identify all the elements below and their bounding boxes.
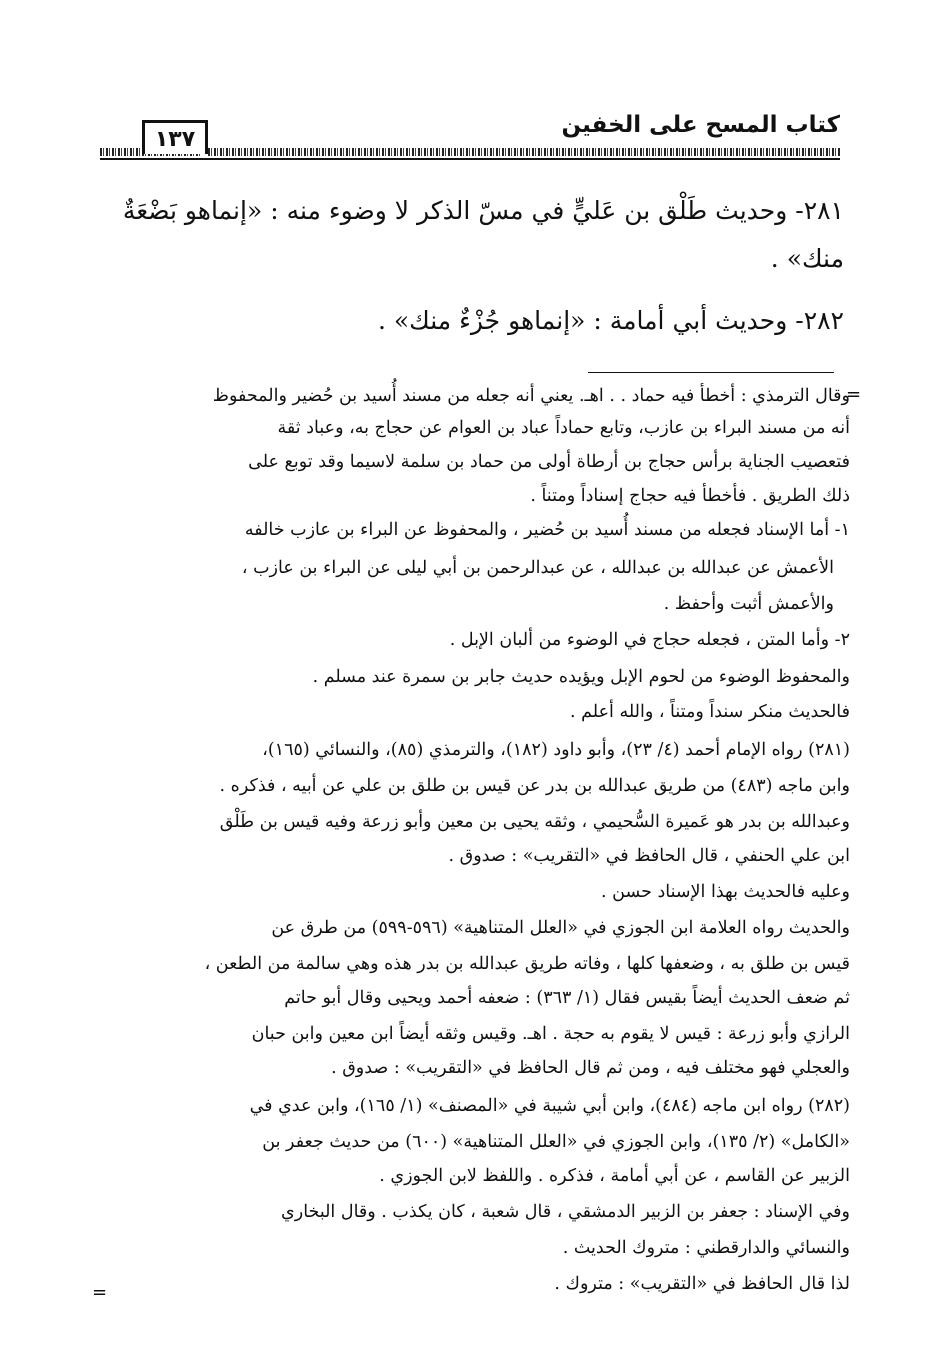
footnote-line: الأعمش عن عبدالله بن عبدالله ، عن عبدالرحمن بن أبي ليلى عن البراء بن عازب ، xyxy=(241,558,834,578)
hadith-281-line-1: ٢٨١- وحديث طَلْق بن عَليٍّ في مسّ الذكر لا وضوء منه : «إنماهو بَضْعَةٌ xyxy=(122,196,844,225)
footnote-line: فالحديث منكر سنداً ومتناً ، والله أعلم . xyxy=(570,702,850,722)
footnote-line: (٢٨٢) رواه ابن ماجه (٤٨٤)، وابن أبي شيبة في «المصنف» (١/ ١٦٥)، وابن عدي في xyxy=(249,1096,850,1116)
footnote-line: أنه من مسند البراء بن عازب، وتابع حماداً عباد بن العوام عن حجاج به، وعباد ثقة xyxy=(277,418,850,438)
footnote-line: قيس بن طلق به ، وضعفها كلها ، وفاته طريق عبدالله بن بدر هذه وهي سالمة من الطعن ، xyxy=(204,954,850,974)
footnote-line: ذلك الطريق . فأخطأ فيه حجاج إسناداً ومتناً . xyxy=(530,486,850,506)
footnote-line: والأعمش أثبت وأحفظ . xyxy=(663,594,834,614)
continuation-marker-bottom: = xyxy=(92,1282,108,1303)
footnote-line: فتعصيب الجناية برأس حجاج بن أرطاة أولى من حماد بن سلمة لاسيما وقد توبع على xyxy=(248,452,850,472)
footnote-line: الزبير عن القاسم ، عن أبي أمامة ، فذكره . واللفظ لابن الجوزي . xyxy=(379,1166,850,1186)
book-title: كتاب المسح على الخفين xyxy=(561,112,840,138)
header-ornament-right xyxy=(208,148,840,156)
footnote-line: الرازي وأبو زرعة : قيس لا يقوم به حجة . اهـ. وقيس وثقه أيضاً ابن معين وابن حبان xyxy=(251,1024,850,1044)
footnote-line: والنسائي والدارقطني : متروك الحديث . xyxy=(562,1238,850,1258)
footnote-separator xyxy=(588,372,834,373)
footnote-line: وفي الإسناد : جعفر بن الزبير الدمشقي ، قال شعبة ، كان يكذب . وقال البخاري xyxy=(281,1202,850,1222)
hadith-281-line-2: منك» . xyxy=(770,244,844,273)
footnote-line: ثم ضعف الحديث أيضاً بقيس فقال (١/ ٣٦٣) : ضعفه أحمد ويحيى وقال أبو حاتم xyxy=(284,988,850,1008)
footnote-line: والحديث رواه العلامة ابن الجوزي في «العلل المتناهية» (٥٩٦-٥٩٩) من طرق عن xyxy=(271,918,850,938)
footnote-line: والمحفوظ الوضوء من لحوم الإبل ويؤيده حديث جابر بن سمرة عند مسلم . xyxy=(312,667,850,687)
footnote-line: «الكامل» (٢/ ١٣٥)، وابن الجوزي في «العلل المتناهية» (٦٠٠) من حديث جعفر بن xyxy=(262,1132,850,1152)
footnote-line: وقال الترمذي : أخطأ فيه حماد . . اهـ. يعني أنه جعله من مسند أُسيد بن حُضير والمحفوظ xyxy=(212,386,850,406)
footnote-line: (٢٨١) رواه الإمام أحمد (٤/ ٢٣)، وأبو داود (١٨٢)، والترمذي (٨٥)، والنسائي (١٦٥)، xyxy=(262,740,850,760)
footnote-line: ١- أما الإسناد فجعله من مسند أُسيد بن حُضير ، والمحفوظ عن البراء بن عازب خالفه xyxy=(244,520,850,540)
header-rule xyxy=(100,158,840,160)
hadith-282-line-1: ٢٨٢- وحديث أبي أمامة : «إنماهو جُزْءٌ منك» . xyxy=(377,306,844,335)
page-header xyxy=(100,108,840,160)
footnote-line: والعجلي فهو مختلف فيه ، ومن ثم قال الحافظ في «التقريب» : صدوق . xyxy=(331,1058,850,1078)
footnote-line: وابن ماجه (٤٨٣) من طريق عبدالله بن بدر عن قيس بن طلق بن علي عن أبيه ، فذكره . xyxy=(219,776,850,796)
footnote-line: ٢- وأما المتن ، فجعله حجاج في الوضوء من ألبان الإبل . xyxy=(449,630,850,650)
footnote-line: وعبدالله بن بدر هو عَميرة السُّحيمي ، وثقه يحيى بن معين وأبو زرعة وفيه قيس بن طَلْق xyxy=(219,812,850,832)
page-number: ١٣٧ xyxy=(142,120,208,154)
footnote-line: لذا قال الحافظ في «التقريب» : متروك . xyxy=(554,1274,850,1294)
footnote-line: ابن علي الحنفي ، قال الحافظ في «التقريب» : صدوق . xyxy=(448,846,850,866)
footnote-line: وعليه فالحديث بهذا الإسناد حسن . xyxy=(601,882,850,902)
continuation-marker-top: = xyxy=(846,384,862,405)
